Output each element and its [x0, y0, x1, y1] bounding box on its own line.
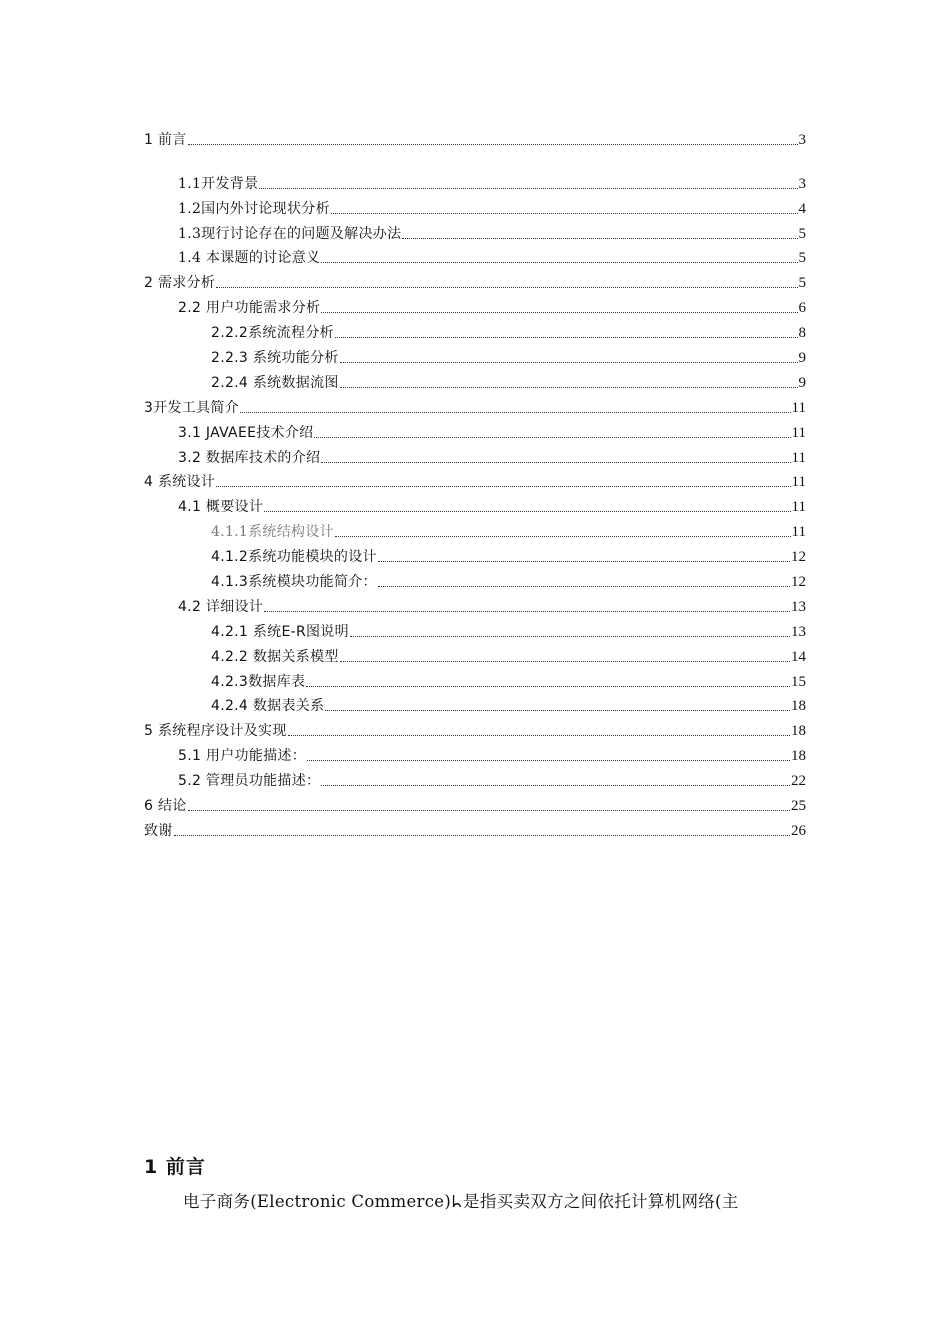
toc-entry-title: 2 需求分析: [144, 275, 216, 292]
toc-entry[interactable]: [144, 815, 806, 840]
toc-entry[interactable]: [144, 740, 806, 765]
toc-entry-page-number: 26: [791, 822, 806, 839]
toc-entry-title: 2.2 用户功能需求分析: [178, 300, 321, 317]
toc-dot-leader: [325, 710, 790, 711]
paragraph-text-start: 电子商务(Electronic Commerce): [183, 1192, 452, 1211]
toc-dot-leader: [335, 337, 798, 338]
toc-entry-title: 1.1开发背景: [178, 175, 259, 192]
section-heading: 1 前言: [144, 1156, 206, 1178]
toc-entry-title: 5 系统程序设计及实现: [144, 723, 287, 740]
toc-entry-title: 2.2.2系统流程分析: [211, 325, 334, 342]
toc-entry-title: 3开发工具简介: [144, 399, 240, 416]
toc-dot-leader: [321, 785, 790, 786]
toc-entry-page-number: 9: [798, 374, 806, 391]
toc-dot-leader: [264, 611, 790, 612]
toc-entry-title: 4.2.4 数据表关系: [211, 698, 325, 715]
toc-entry-page-number: 11: [791, 449, 806, 466]
toc-entry-page-number: 11: [791, 474, 806, 491]
toc-dot-leader: [314, 437, 790, 438]
toc-entry[interactable]: [144, 193, 806, 218]
toc-entry-page-number: 6: [798, 300, 806, 317]
toc-entry-title: 4 系统设计: [144, 474, 216, 491]
toc-entry[interactable]: [144, 168, 806, 193]
toc-entry-title: 致谢: [144, 822, 173, 839]
toc-entry[interactable]: [144, 491, 806, 516]
toc-dot-leader: [340, 362, 798, 363]
toc-entry[interactable]: [144, 417, 806, 442]
toc-dot-leader: [321, 312, 797, 313]
toc-entry[interactable]: [144, 541, 806, 566]
scribble-glyph-icon: ᖺ: [452, 1192, 463, 1211]
toc-entry-page-number: 22: [791, 773, 806, 790]
toc-dot-leader: [216, 486, 790, 487]
toc-entry[interactable]: [144, 367, 806, 392]
toc-dot-leader: [264, 511, 790, 512]
toc-entry[interactable]: [144, 765, 806, 790]
toc-entry[interactable]: [144, 666, 806, 691]
toc-entry[interactable]: [144, 790, 806, 815]
toc-entry-title: 1.2国内外讨论现状分析: [178, 200, 330, 217]
toc-entry-title: 3.1 JAVAEE技术介绍: [178, 424, 314, 441]
toc-entry-title: 4.1 概要设计: [178, 499, 264, 516]
toc-entry-page-number: 12: [791, 574, 806, 591]
toc-entry-page-number: 4: [798, 200, 806, 217]
toc-entry-title: 4.2 详细设计: [178, 598, 264, 615]
toc-entry[interactable]: [144, 218, 806, 243]
toc-entry-title: 5.2 管理员功能描述：: [178, 773, 321, 790]
toc-dot-leader: [340, 387, 798, 388]
toc-dot-leader: [288, 735, 790, 736]
toc-entry-title: 1.4 本课题的讨论意义: [178, 250, 321, 267]
toc-entry-title: 4.1.2系统功能模块的设计: [211, 549, 377, 566]
toc-entry-page-number: 18: [791, 698, 806, 715]
toc-dot-leader: [378, 561, 790, 562]
toc-entry[interactable]: [144, 243, 806, 268]
toc-entry[interactable]: [144, 467, 806, 492]
toc-dot-leader: [340, 661, 790, 662]
toc-entry[interactable]: [144, 317, 806, 342]
toc-dot-leader: [321, 262, 797, 263]
toc-entry[interactable]: [144, 292, 806, 317]
toc-dot-leader: [188, 144, 798, 145]
toc-entry-page-number: 15: [791, 673, 806, 690]
toc-entry-title: 6 结论: [144, 798, 187, 815]
toc-entry-page-number: 3: [798, 131, 806, 148]
toc-dot-leader: [378, 586, 790, 587]
toc-entry-page-number: 5: [798, 250, 806, 267]
toc-entry-page-number: 3: [798, 175, 806, 192]
toc-entry-page-number: 13: [791, 623, 806, 640]
toc-entry[interactable]: [144, 342, 806, 367]
toc-entry-page-number: 5: [798, 225, 806, 242]
toc-entry[interactable]: [144, 267, 806, 292]
toc-entry-title: 4.1.3系统模块功能简介：: [211, 574, 377, 591]
toc-entry-page-number: 11: [791, 499, 806, 516]
toc-dot-leader: [188, 810, 790, 811]
toc-entry-page-number: 18: [791, 748, 806, 765]
toc-dot-leader: [402, 238, 797, 239]
toc-entry-title: 2.2.4 系统数据流图: [211, 374, 339, 391]
toc-dot-leader: [321, 462, 790, 463]
toc-entry-title: 4.1.1系统结构设计: [211, 524, 334, 541]
toc-entry[interactable]: [144, 392, 806, 417]
toc-entry-page-number: 18: [791, 723, 806, 740]
toc-entry-page-number: 11: [791, 524, 806, 541]
toc-entry-title: 3.2 数据库技术的介绍: [178, 449, 321, 466]
toc-entry[interactable]: [144, 516, 806, 541]
toc-entry-title: 4.2.3数据库表: [211, 673, 306, 690]
toc-entry-page-number: 5: [798, 275, 806, 292]
table-of-contents: [144, 124, 806, 840]
toc-entry-page-number: 8: [798, 325, 806, 342]
toc-entry-page-number: 13: [791, 598, 806, 615]
toc-dot-leader: [216, 287, 797, 288]
toc-entry-page-number: 12: [791, 549, 806, 566]
toc-dot-leader: [350, 636, 790, 637]
toc-dot-leader: [331, 213, 798, 214]
toc-dot-leader: [335, 536, 791, 537]
toc-entry[interactable]: [144, 691, 806, 716]
toc-entry-title: 5.1 用户功能描述：: [178, 748, 307, 765]
toc-entry-page-number: 11: [791, 399, 806, 416]
toc-entry[interactable]: [144, 641, 806, 666]
body-paragraph: [183, 1190, 823, 1214]
toc-entry[interactable]: [144, 442, 806, 467]
toc-entry-title: 1.3现行讨论存在的问题及解决办法: [178, 225, 402, 242]
toc-entry-page-number: 14: [791, 648, 806, 665]
toc-entry-title: 4.2.1 系统E-R图说明: [211, 623, 349, 640]
toc-entry[interactable]: [144, 616, 806, 641]
toc-entry[interactable]: [144, 715, 806, 740]
toc-entry[interactable]: [144, 566, 806, 591]
toc-entry[interactable]: [144, 591, 806, 616]
toc-entry-title: 1 前言: [144, 131, 187, 148]
toc-dot-leader: [307, 760, 790, 761]
toc-entry-title: 2.2.3 系统功能分析: [211, 350, 339, 367]
toc-entry-page-number: 9: [798, 350, 806, 367]
toc-dot-leader: [174, 835, 790, 836]
toc-dot-leader: [306, 686, 790, 687]
toc-dot-leader: [259, 188, 797, 189]
toc-dot-leader: [240, 412, 791, 413]
toc-entry-title: 4.2.2 数据关系模型: [211, 648, 339, 665]
toc-entry[interactable]: [144, 124, 806, 149]
toc-entry-page-number: 11: [791, 424, 806, 441]
paragraph-text-rest: 是指买卖双方之间依托计算机网络(主: [463, 1192, 739, 1211]
toc-entry-page-number: 25: [791, 798, 806, 815]
